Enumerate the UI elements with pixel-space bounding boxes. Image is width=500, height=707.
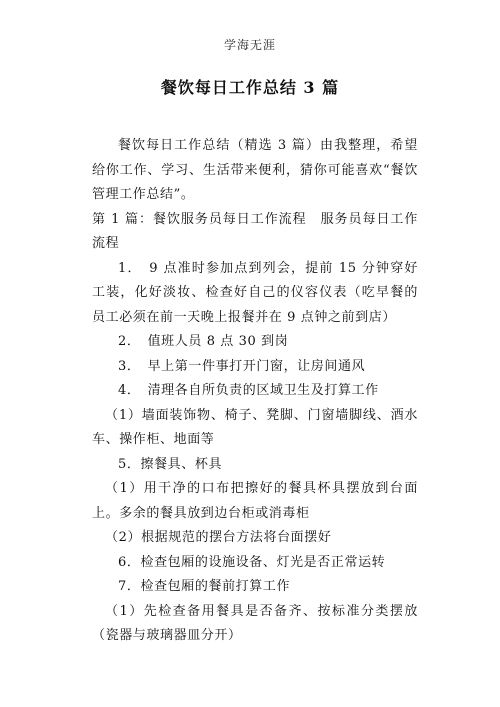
list-item-6: 6．检查包厢的设施设备、灯光是否正常运转 [118, 554, 386, 570]
paragraph-intro: 餐饮每日工作总结（精选 3 篇）由我整理，希望给你工作、学习、生活带来便利，猜你可能喜欢“餐饮管理工作总结”。 [92, 138, 418, 202]
page-header: 学海无涯 [223, 38, 276, 52]
list-subitem-7-1: （1）先检查备用餐具是否备齐、按标准分类摆放（瓷器与玻璃器皿分开） [92, 603, 418, 643]
list-item-1: 1． 9 点准时参加点到列会，提前 15 分钟穿好工装，化好淡妆、检查好自己的仪容仪表（吃早餐的员工必须在前一天晚上报餐并在 9 点钟之前到店） [92, 260, 418, 325]
list-subitem-5-1: （1）用干净的口布把擦好的餐具杯具摆放到台面上。多余的餐具放到边台柜或消毒柜 [92, 481, 418, 521]
paragraph-section-1: 第 1 篇：餐饮服务员每日工作流程 服务员每日工作流程 [92, 211, 418, 251]
list-subitem-4-1: （1）墙面装饰物、椅子、凳脚、门窗墙脚线、酒水车、操作柜、地面等 [92, 407, 418, 447]
list-subitem-5-2: （2）根据规范的摆台方法将台面摆好 [105, 530, 332, 545]
document-title: 餐饮每日工作总结 3 篇 [160, 78, 340, 97]
list-item-2: 2． 值班人员 8 点 30 到岗 [118, 334, 289, 349]
list-item-4: 4． 清理各自所负责的区域卫生及打算工作 [118, 383, 379, 398]
list-item-3: 3． 早上第一件事打开门窗，让房间通风 [118, 358, 366, 374]
list-item-7: 7．检查包厢的餐前打算工作 [118, 579, 291, 594]
document-body [92, 134, 418, 649]
list-item-5: 5．擦餐具、杯具 [118, 456, 223, 472]
